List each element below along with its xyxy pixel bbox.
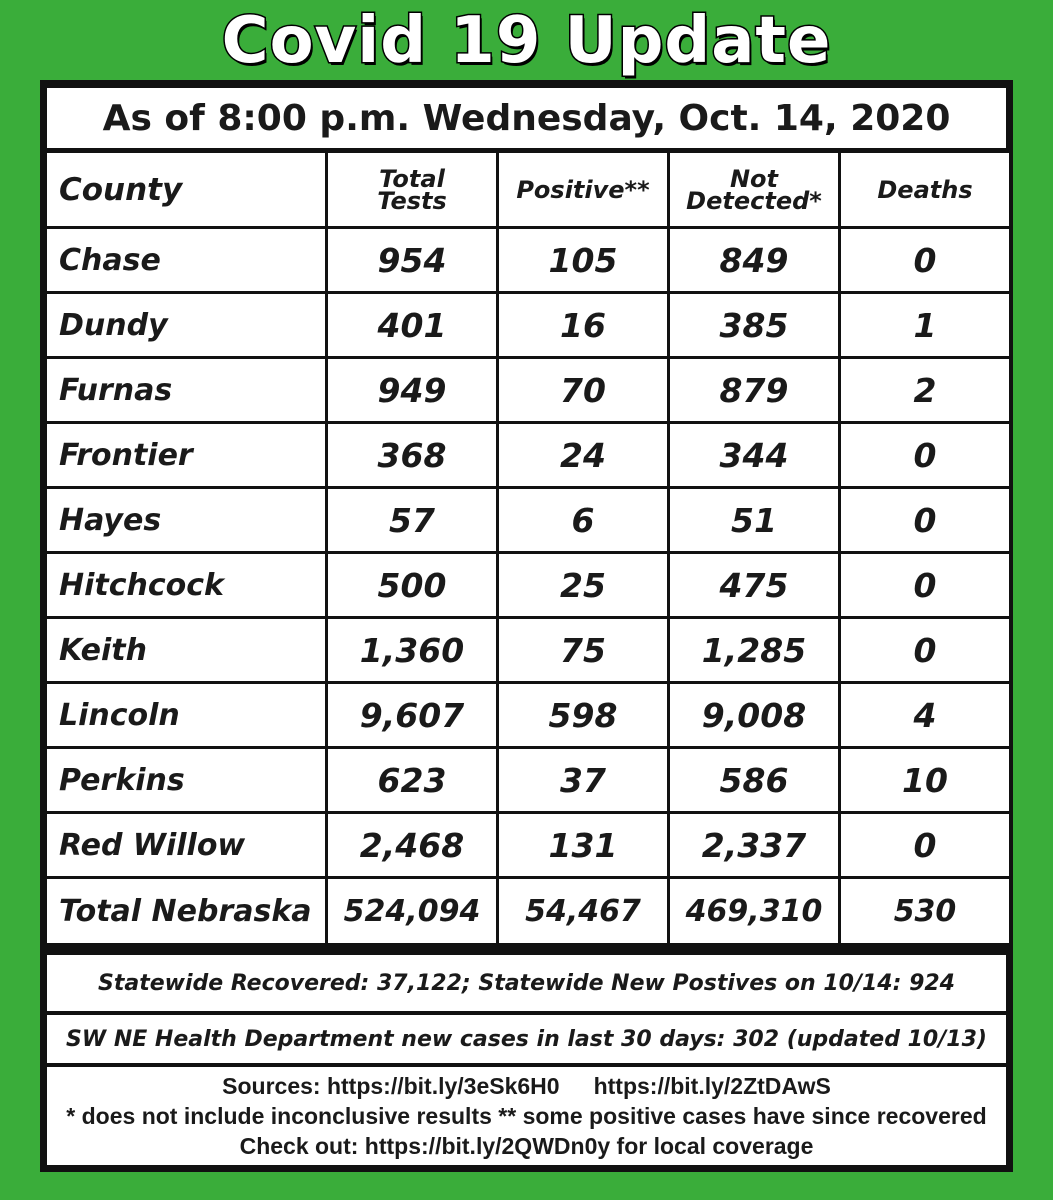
- as-of-date: As of 8:00 p.m. Wednesday, Oct. 14, 2020: [47, 88, 1006, 148]
- positive-cell: 37: [499, 749, 667, 811]
- positive-cell: 6: [499, 489, 667, 551]
- county-name: Chase: [47, 229, 325, 291]
- source-link-1[interactable]: Sources: https://bit.ly/3eSk6H0: [222, 1073, 560, 1099]
- header-not-detected-line1: Not: [729, 164, 779, 193]
- positive-sum: 54,467: [499, 879, 667, 943]
- positive-cell: 105: [499, 229, 667, 291]
- county-name: Perkins: [47, 749, 325, 811]
- total-tests-cell: 1,360: [328, 619, 496, 681]
- checkout-line[interactable]: Check out: https://bit.ly/2QWDn0y for local coverage: [239, 1133, 814, 1159]
- header-positive: Positive**: [499, 153, 667, 226]
- not-detected-cell: 879: [670, 359, 838, 421]
- county-name: Hayes: [47, 489, 325, 551]
- deaths-cell: 0: [841, 489, 1009, 551]
- swne-health-line: SW NE Health Department new cases in last 30 days: 302 (updated 10/13): [47, 1015, 1006, 1063]
- not-detected-cell: 586: [670, 749, 838, 811]
- deaths-cell: 0: [841, 814, 1009, 876]
- not-detected-cell: 9,008: [670, 684, 838, 746]
- total-tests-cell: 500: [328, 554, 496, 616]
- positive-cell: 25: [499, 554, 667, 616]
- header-total-tests-line2: Tests: [377, 186, 447, 215]
- total-tests-sum: 524,094: [328, 879, 496, 943]
- sources-footer: [47, 1067, 1006, 1165]
- not-detected-cell: 2,337: [670, 814, 838, 876]
- deaths-cell: 0: [841, 229, 1009, 291]
- update-frame: [40, 80, 1013, 1172]
- deaths-cell: 0: [841, 619, 1009, 681]
- total-row: [47, 879, 1009, 943]
- table-row: [47, 489, 1009, 551]
- page-title: Covid 19 Update: [221, 4, 832, 78]
- header-not-detected-line2: Detected*: [686, 186, 822, 215]
- total-tests-cell: 949: [328, 359, 496, 421]
- not-detected-cell: 385: [670, 294, 838, 356]
- positive-cell: 24: [499, 424, 667, 486]
- county-name: Red Willow: [47, 814, 325, 876]
- not-detected-sum: 469,310: [670, 879, 838, 943]
- deaths-cell: 0: [841, 554, 1009, 616]
- deaths-cell: 1: [841, 294, 1009, 356]
- table-row: [47, 619, 1009, 681]
- total-tests-cell: 623: [328, 749, 496, 811]
- positive-cell: 75: [499, 619, 667, 681]
- county-name: Hitchcock: [47, 554, 325, 616]
- deaths-cell: 2: [841, 359, 1009, 421]
- county-name: Lincoln: [47, 684, 325, 746]
- header-not-detected: [670, 153, 838, 226]
- total-tests-cell: 954: [328, 229, 496, 291]
- header-total-tests-line1: Total: [379, 164, 445, 193]
- total-tests-cell: 401: [328, 294, 496, 356]
- table-row: [47, 359, 1009, 421]
- table-row: [47, 424, 1009, 486]
- total-tests-cell: 57: [328, 489, 496, 551]
- deaths-cell: 0: [841, 424, 1009, 486]
- deaths-cell: 4: [841, 684, 1009, 746]
- statewide-recovered-line: Statewide Recovered: 37,122; Statewide New Postives on 10/14: 924: [47, 955, 1006, 1011]
- not-detected-cell: 849: [670, 229, 838, 291]
- not-detected-cell: 475: [670, 554, 838, 616]
- footnote-line: * does not include inconclusive results ** some positive cases have since recovered: [66, 1103, 987, 1129]
- county-name: Keith: [47, 619, 325, 681]
- table-header-row: [47, 153, 1009, 226]
- not-detected-cell: 51: [670, 489, 838, 551]
- county-name: Dundy: [47, 294, 325, 356]
- not-detected-cell: 344: [670, 424, 838, 486]
- not-detected-cell: 1,285: [670, 619, 838, 681]
- positive-cell: 598: [499, 684, 667, 746]
- deaths-cell: 10: [841, 749, 1009, 811]
- positive-cell: 16: [499, 294, 667, 356]
- positive-cell: 131: [499, 814, 667, 876]
- total-tests-cell: 9,607: [328, 684, 496, 746]
- total-label: Total Nebraska: [47, 879, 325, 943]
- sources-line: [222, 1071, 831, 1101]
- county-table: [44, 150, 1012, 946]
- header-total-tests: [328, 153, 496, 226]
- table-row: [47, 294, 1009, 356]
- total-tests-cell: 368: [328, 424, 496, 486]
- table-row: [47, 749, 1009, 811]
- table-row: [47, 814, 1009, 876]
- source-link-2[interactable]: https://bit.ly/2ZtDAwS: [593, 1073, 831, 1099]
- table-row: [47, 684, 1009, 746]
- total-tests-cell: 2,468: [328, 814, 496, 876]
- header-county: County: [47, 153, 325, 226]
- table-row: [47, 229, 1009, 291]
- positive-cell: 70: [499, 359, 667, 421]
- header-deaths: Deaths: [841, 153, 1009, 226]
- county-name: Frontier: [47, 424, 325, 486]
- deaths-sum: 530: [841, 879, 1009, 943]
- table-row: [47, 554, 1009, 616]
- county-name: Furnas: [47, 359, 325, 421]
